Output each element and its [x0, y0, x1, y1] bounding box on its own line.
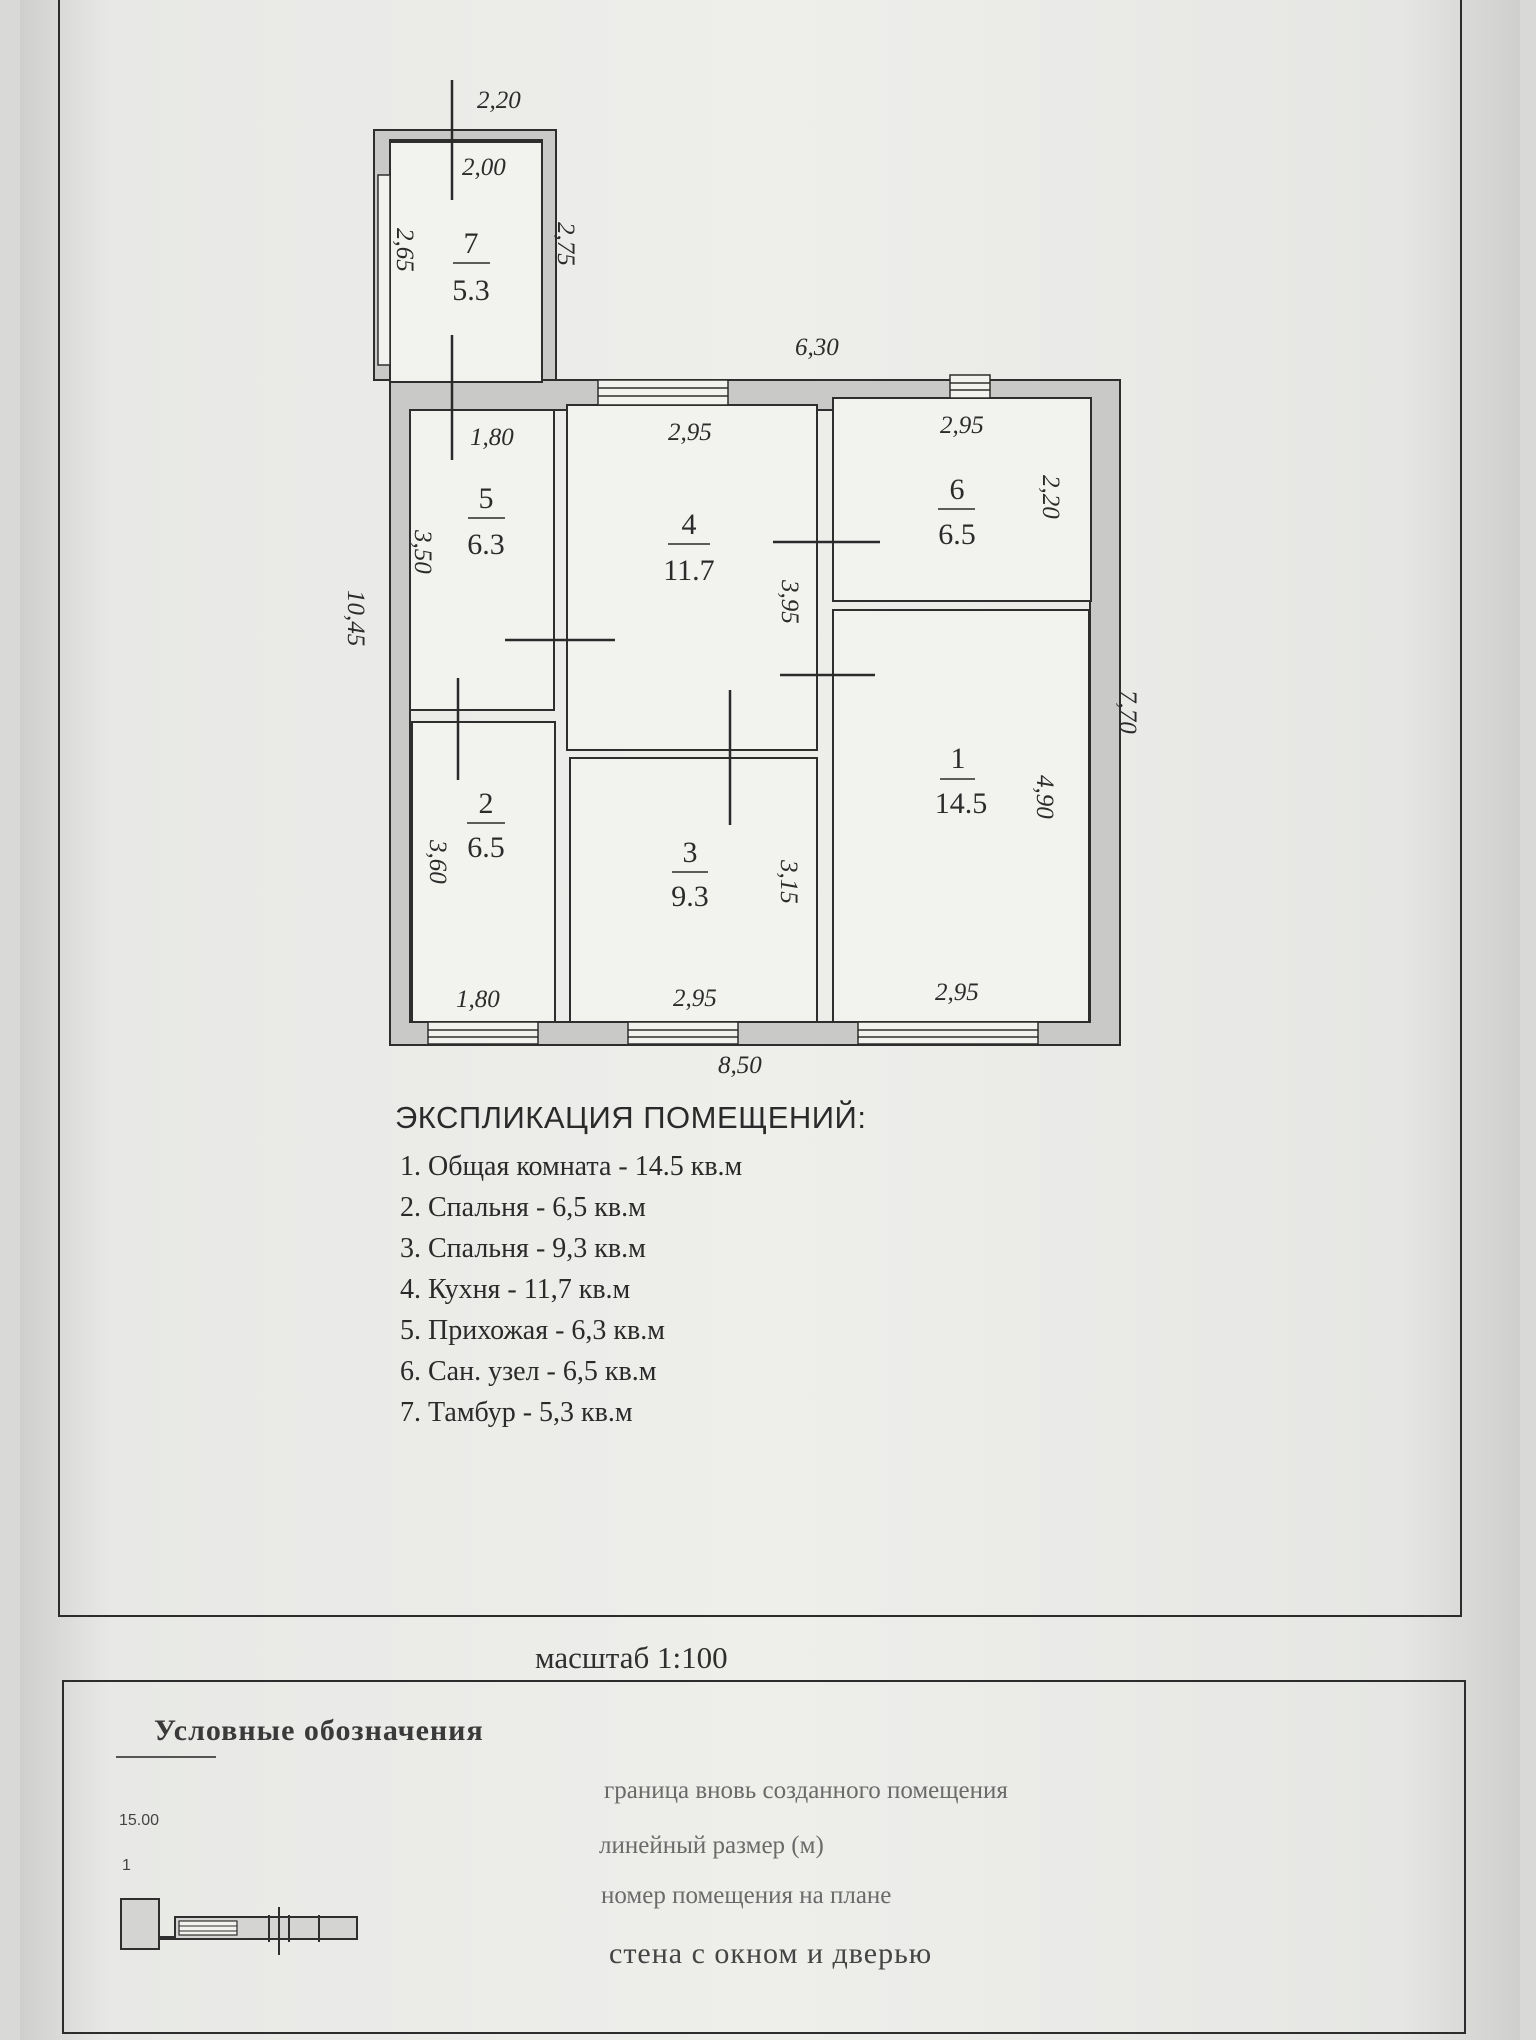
legend-item-wall: стена с окном и дверью — [609, 1937, 933, 1970]
window-7 — [378, 175, 390, 365]
explication-title: ЭКСПЛИКАЦИЯ ПОМЕЩЕНИЙ: — [395, 1100, 867, 1135]
scale-label: масштаб 1:100 — [535, 1640, 728, 1675]
room-3-number: 3 — [682, 836, 698, 869]
dim-height-1: 4,90 — [1031, 775, 1058, 819]
dim-width-4: 2,95 — [668, 419, 712, 446]
room-1-number: 1 — [950, 742, 966, 775]
legend-wall-sample — [119, 1887, 369, 1957]
dim-height-4: 3,95 — [776, 580, 803, 624]
window-1 — [858, 1022, 1038, 1044]
legend-item-boundary: граница вновь созданного помещения — [604, 1777, 1008, 1804]
explication-item: 1. Общая комната - 14.5 кв.м — [400, 1151, 743, 1182]
legend-item-room-number: номер помещения на плане — [601, 1882, 892, 1909]
explication-item: 7. Тамбур - 5,3 кв.м — [400, 1397, 633, 1428]
dim-total-height-right: 7,70 — [1114, 690, 1141, 734]
room-5-area: 6.3 — [467, 528, 505, 561]
window-2 — [428, 1022, 538, 1044]
legend-dimension-sample: 15.00 — [119, 1812, 160, 1829]
explication-item: 3. Спальня - 9,3 кв.м — [400, 1233, 646, 1264]
legend-item-dimension: линейный размер (м) — [599, 1832, 824, 1859]
room-4-area: 11.7 — [663, 554, 715, 587]
explication-list — [400, 1146, 742, 1433]
room-2-area: 6.5 — [467, 831, 505, 864]
room-4-number: 4 — [681, 508, 697, 541]
room-2-number: 2 — [478, 787, 494, 820]
explication-item: 6. Сан. узел - 6,5 кв.м — [400, 1356, 657, 1387]
room-7-number: 7 — [463, 227, 479, 260]
dim-height-6: 2,20 — [1037, 475, 1064, 519]
dim-height-7-left: 2,65 — [391, 228, 418, 272]
dim-total-height-left: 10,45 — [342, 590, 369, 647]
dim-width-5: 1,80 — [470, 424, 514, 451]
legend-boundary-sample — [116, 1756, 216, 1758]
dim-height-3: 3,15 — [775, 860, 802, 904]
dim-total-width: 8,50 — [718, 1052, 762, 1079]
dim-top-right-width: 6,30 — [795, 334, 839, 361]
legend-room-number-sample: 1 — [122, 1857, 131, 1874]
dim-bottom-3: 2,95 — [673, 985, 717, 1012]
dim-height-5: 3,50 — [409, 530, 436, 574]
dim-bottom-1: 2,95 — [935, 979, 979, 1006]
explication-item: 2. Спальня - 6,5 кв.м — [400, 1192, 646, 1223]
room-1-area: 14.5 — [934, 787, 988, 820]
dim-height-2: 3,60 — [424, 840, 451, 884]
room-5-number: 5 — [478, 482, 494, 515]
legend-title: Условные обозначения — [154, 1714, 484, 1747]
room-7-area: 5.3 — [452, 274, 490, 307]
dim-height-7-right: 2,75 — [552, 222, 579, 266]
legend-box — [62, 1680, 1466, 2034]
dim-bottom-2: 1,80 — [456, 986, 500, 1013]
room-6-area: 6.5 — [938, 518, 976, 551]
window-6 — [950, 375, 990, 398]
dim-top-width-7: 2,20 — [477, 87, 521, 114]
window-4 — [598, 380, 728, 405]
explication-item: 4. Кухня - 11,7 кв.м — [400, 1274, 631, 1305]
explication-item: 5. Прихожая - 6,3 кв.м — [400, 1315, 665, 1346]
dim-width-6: 2,95 — [940, 412, 984, 439]
window-3 — [628, 1022, 738, 1044]
room-3-area: 9.3 — [671, 880, 709, 913]
room-6-number: 6 — [949, 473, 965, 506]
dim-inner-width-7: 2,00 — [462, 154, 506, 181]
